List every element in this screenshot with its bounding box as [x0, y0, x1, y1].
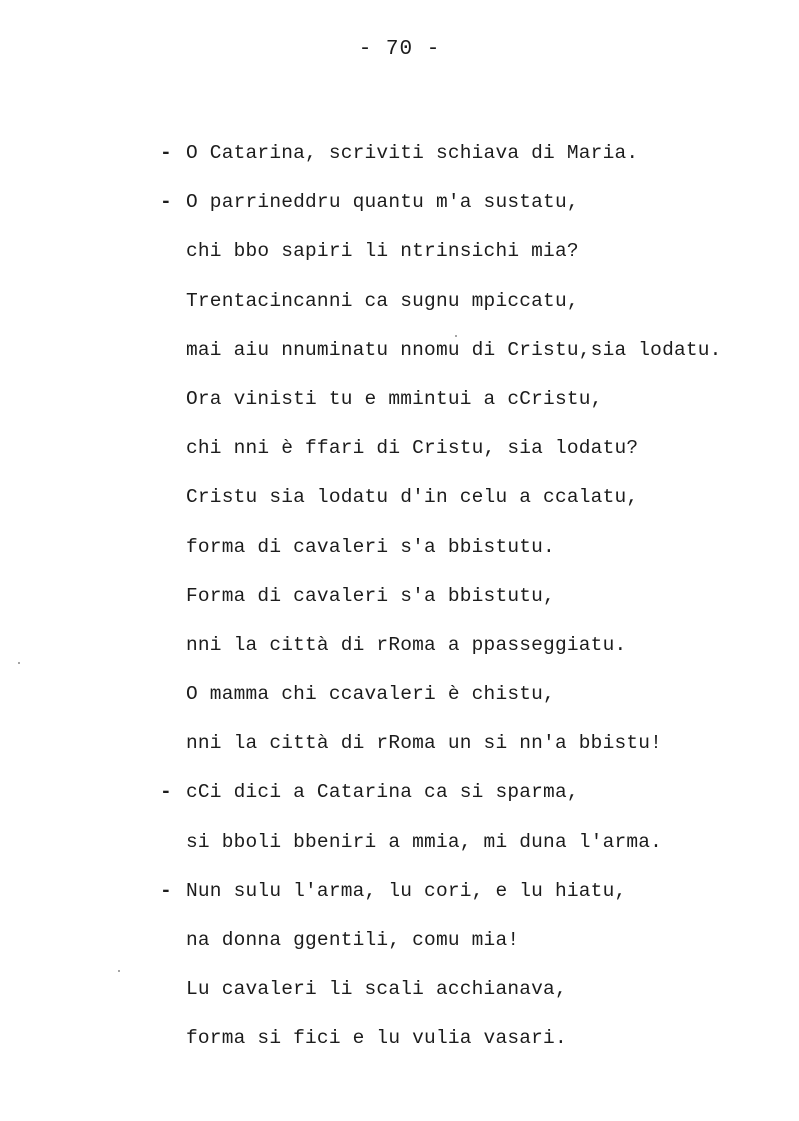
verse-line — [160, 138, 780, 187]
verse-text: Ora vinisti tu e mmintui a cCristu, — [186, 387, 603, 410]
verse-line — [160, 187, 780, 236]
verse-line — [160, 777, 780, 826]
verse-line — [160, 679, 780, 728]
scan-speck — [455, 335, 457, 337]
verse-text: chi nni è ffari di Cristu, sia lodatu? — [186, 437, 639, 460]
speaker-dash: - — [160, 191, 172, 214]
verse-line — [160, 1023, 780, 1072]
verse-line — [160, 581, 780, 630]
verse-line — [160, 630, 780, 679]
verse-text: Lu cavaleri li scali acchianava, — [186, 978, 567, 1001]
verse-line — [160, 974, 780, 1023]
verse-text: Cristu sia lodatu d'in celu a ccalatu, — [186, 486, 639, 509]
speaker-dash: - — [160, 142, 172, 164]
verse-text: chi bbo sapiri li ntrinsichi mia? — [186, 240, 579, 263]
verse-line — [160, 728, 780, 777]
verse-text: forma si fici e lu vulia vasari. — [186, 1027, 567, 1050]
verse-line — [160, 335, 780, 384]
verse-text: Trentacincanni ca sugnu mpiccatu, — [186, 289, 579, 312]
verse-text: mai aiu nnuminatu nnomu di Cristu,sia lodatu. — [186, 338, 722, 361]
verse-line — [160, 433, 780, 482]
verse-line — [160, 384, 780, 433]
speaker-dash: - — [160, 879, 172, 902]
verse-line — [160, 482, 780, 531]
page-number: - 70 - — [358, 38, 441, 61]
verse-text: Nun sulu l'arma, lu cori, e lu hiatu, — [186, 879, 627, 902]
verse-text: na donna ggentili, comu mia! — [186, 929, 520, 951]
speaker-dash: - — [160, 781, 172, 804]
verse-line — [160, 925, 780, 974]
verse-text: O Catarina, scriviti schiava di Maria. — [186, 142, 639, 164]
verse-line — [160, 827, 780, 876]
verse-line — [160, 236, 780, 285]
verse-line — [160, 286, 780, 335]
verse-line — [160, 876, 780, 925]
verse-text: nni la città di rRoma a ppasseggiatu. — [186, 633, 627, 656]
verse-text: forma di cavaleri s'a bbistutu. — [186, 535, 555, 558]
verse-text: cCi dici a Catarina ca si sparma, — [186, 781, 579, 804]
verse-text: Forma di cavaleri s'a bbistutu, — [186, 584, 555, 607]
verse-text: nni la città di rRoma un si nn'a bbistu! — [186, 732, 663, 755]
verse-text: O mamma chi ccavaleri è chistu, — [186, 683, 555, 706]
verse-list — [160, 138, 780, 1073]
verse-line — [160, 532, 780, 581]
scan-speck — [18, 662, 20, 664]
scan-speck — [118, 970, 120, 972]
verse-text: si bboli bbeniri a mmia, mi duna l'arma. — [186, 830, 663, 853]
verse-text: O parrineddru quantu m'a sustatu, — [186, 191, 579, 214]
